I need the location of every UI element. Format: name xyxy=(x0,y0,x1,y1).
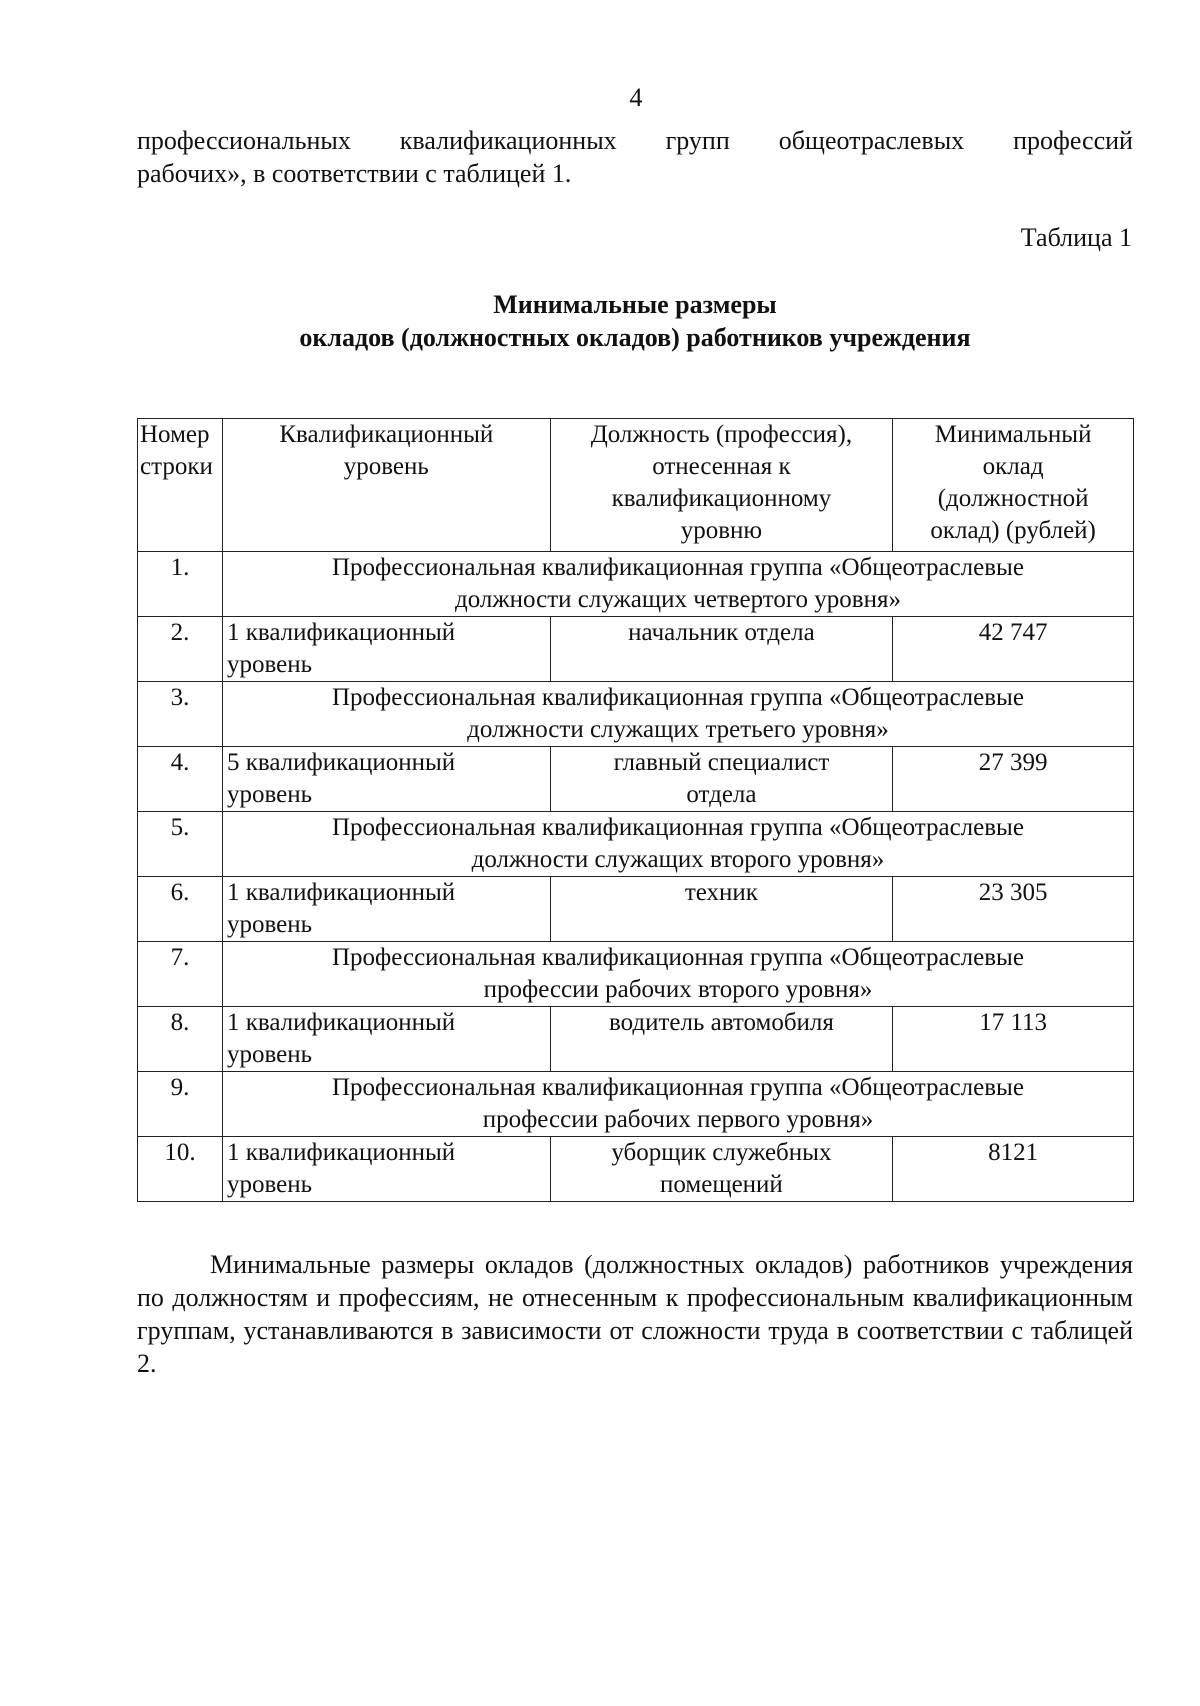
level-text: 1 квалификационный xyxy=(226,619,456,646)
table-title-line-2: окладов (должностных окладов) работников учреждения xyxy=(299,323,971,352)
header-text: уровень xyxy=(343,453,429,480)
group-text: должности служащих второго уровня» xyxy=(471,846,885,873)
table-title xyxy=(137,288,1133,354)
table-row xyxy=(138,877,1134,942)
header-text: квалификационному xyxy=(611,485,832,512)
intro-paragraph xyxy=(137,124,1133,190)
salary-cell: 27 399 xyxy=(893,747,1134,812)
intro-line-1 xyxy=(137,124,1133,157)
closing-paragraph: Минимальные размеры окладов (должностных окладов) работников учреждения по должностям и профессиям, не отнесенным к профессиональным квалификационным группам, устанавливаются в зависимости от сложности труда в соответствии с таблицей 2. xyxy=(137,1250,1133,1378)
table-row-group xyxy=(138,812,1134,877)
row-number: 3. xyxy=(138,682,223,747)
table-title-line-1: Минимальные размеры xyxy=(493,290,777,319)
salary-cell: 17 113 xyxy=(893,1007,1134,1072)
table-row xyxy=(138,1007,1134,1072)
position-text: уборщик служебных xyxy=(611,1139,832,1166)
position-text: отдела xyxy=(686,781,757,808)
header-text: Квалификационный xyxy=(279,421,494,448)
intro-word: квалификационных xyxy=(399,126,617,155)
position-text: помещений xyxy=(660,1171,783,1198)
group-text: профессии рабочих первого уровня» xyxy=(482,1106,874,1133)
row-number: 5. xyxy=(138,812,223,877)
header-position xyxy=(550,419,893,552)
row-number: 8. xyxy=(138,1007,223,1072)
position-cell xyxy=(550,617,893,682)
position-text: водитель автомобиля xyxy=(608,1009,834,1036)
group-text: должности служащих третьего уровня» xyxy=(467,716,889,743)
intro-line-2: рабочих», в соответствии с таблицей 1. xyxy=(137,159,572,188)
header-text: Минимальный xyxy=(934,421,1092,448)
salary-cell: 8121 xyxy=(893,1137,1134,1202)
group-cell xyxy=(222,942,1133,1007)
intro-word: общеотраслевых xyxy=(778,126,965,155)
header-text: отнесенная к xyxy=(652,453,791,480)
position-text: техник xyxy=(684,879,758,906)
level-cell xyxy=(222,877,550,942)
table-header-row xyxy=(138,419,1134,552)
header-text: оклад) (рублей) xyxy=(930,517,1096,544)
group-text: Профессиональная квалификационная группа «Общеотраслевые xyxy=(332,1074,1024,1101)
page-number: 4 xyxy=(629,83,643,112)
table-row-group xyxy=(138,1072,1134,1137)
intro-word: профессиональных xyxy=(137,126,351,155)
salary-cell: 23 305 xyxy=(893,877,1134,942)
position-cell xyxy=(550,747,893,812)
header-text: уровню xyxy=(680,517,763,544)
group-text: профессии рабочих второго уровня» xyxy=(483,976,873,1003)
group-cell xyxy=(222,812,1133,877)
level-text: 1 квалификационный xyxy=(226,879,456,906)
group-cell xyxy=(222,1072,1133,1137)
level-cell xyxy=(222,617,550,682)
intro-word: профессий xyxy=(1013,126,1133,155)
position-cell xyxy=(550,877,893,942)
level-cell xyxy=(222,1137,550,1202)
group-text: Профессиональная квалификационная группа «Общеотраслевые xyxy=(332,944,1024,971)
row-number: 2. xyxy=(138,617,223,682)
salary-table xyxy=(137,418,1134,1202)
level-text: уровень xyxy=(226,1041,313,1068)
group-text: Профессиональная квалификационная группа «Общеотраслевые xyxy=(332,684,1024,711)
header-text: (должностной xyxy=(937,485,1089,512)
salary-cell: 42 747 xyxy=(893,617,1134,682)
table-row-group xyxy=(138,942,1134,1007)
table-row xyxy=(138,1137,1134,1202)
header-qualification-level xyxy=(222,419,550,552)
header-row-number xyxy=(138,419,223,552)
table-row-group xyxy=(138,552,1134,617)
level-text: 5 квалификационный xyxy=(226,749,456,776)
level-text: уровень xyxy=(226,911,313,938)
row-number: 1. xyxy=(138,552,223,617)
intro-word: групп xyxy=(665,126,730,155)
group-cell xyxy=(222,552,1133,617)
row-number: 9. xyxy=(138,1072,223,1137)
group-text: Профессиональная квалификационная группа «Общеотраслевые xyxy=(332,554,1024,581)
group-text: должности служащих четвертого уровня» xyxy=(455,586,901,613)
level-cell xyxy=(222,747,550,812)
table-row-group xyxy=(138,682,1134,747)
header-text: Номер xyxy=(140,421,210,448)
level-text: уровень xyxy=(226,651,313,678)
row-number: 7. xyxy=(138,942,223,1007)
level-text: уровень xyxy=(226,1171,313,1198)
position-cell xyxy=(550,1007,893,1072)
position-text: начальник отдела xyxy=(628,619,815,646)
table-row xyxy=(138,617,1134,682)
position-text: главный специалист xyxy=(613,749,830,776)
header-text: Должность (профессия), xyxy=(590,421,853,448)
header-text: строки xyxy=(140,453,213,480)
row-number: 10. xyxy=(138,1137,223,1202)
table-caption: Таблица 1 xyxy=(1020,223,1132,252)
row-number: 6. xyxy=(138,877,223,942)
header-text: оклад xyxy=(982,453,1044,480)
group-cell xyxy=(222,682,1133,747)
level-text: уровень xyxy=(226,781,313,808)
header-minimum-salary xyxy=(893,419,1134,552)
row-number: 4. xyxy=(138,747,223,812)
level-text: 1 квалификационный xyxy=(226,1139,456,1166)
position-cell xyxy=(550,1137,893,1202)
level-text: 1 квалификационный xyxy=(226,1009,456,1036)
table-row xyxy=(138,747,1134,812)
group-text: Профессиональная квалификационная группа «Общеотраслевые xyxy=(332,814,1024,841)
level-cell xyxy=(222,1007,550,1072)
